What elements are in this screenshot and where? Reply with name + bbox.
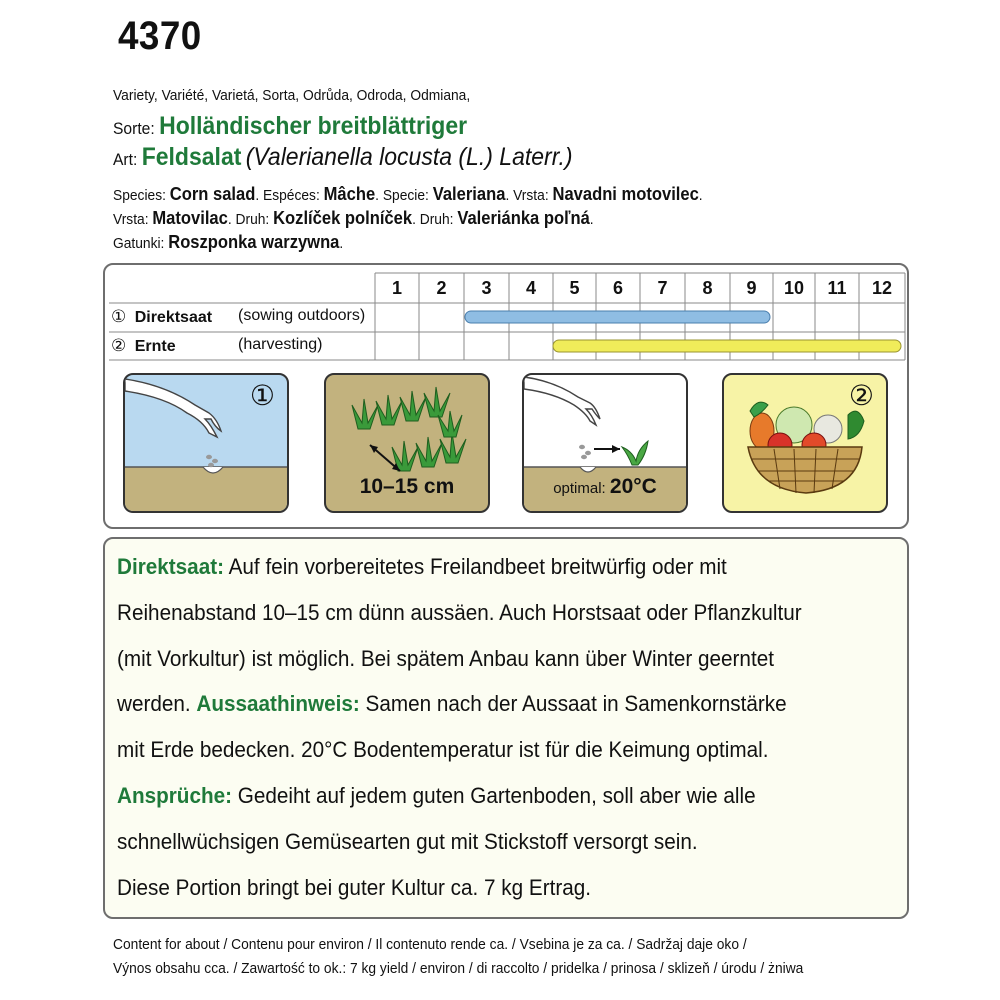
desc-line-4: werden. Aussaathinweis: Samen nach der Aussaat in Samenkornstärke <box>117 691 787 717</box>
sowing-illustration <box>123 373 289 513</box>
footer-line-2: Výnos obsahu cca. / Zawartość to ok.: 7 kg yield / environ / di raccolto / pridelka / prinosa / sklizeň / úrodu / żniwa <box>113 960 804 977</box>
calendar-panel <box>103 263 909 529</box>
desc-line-5: mit Erde bedecken. 20°C Bodentemperatur ist für die Keimung optimal. <box>117 737 769 763</box>
art-label: Art: <box>113 150 138 169</box>
month-6: 6 <box>612 278 623 298</box>
species-line-3: Gatunki: Roszponka warzywna. <box>113 232 344 252</box>
row-sowing-label: ① Direktsaat (sowing outdoors) <box>111 307 366 326</box>
month-8: 8 <box>702 278 713 298</box>
sowing-badge: ① <box>249 380 275 411</box>
sorte-line <box>113 112 467 141</box>
month-5: 5 <box>569 278 580 298</box>
footer-line-1: Content for about / Contenu pour environ / Il contenuto rende ca. / Vsebina je za ca. / Sadržaj daje oko / <box>113 936 747 953</box>
description-panel <box>103 537 909 919</box>
spacing-label: 10–15 cm <box>359 475 455 498</box>
month-11: 11 <box>827 278 847 298</box>
germination-illustration <box>522 373 688 513</box>
desc-line-2: Reihenabstand 10–15 cm dünn aussäen. Auch Horstsaat oder Pflanzkultur <box>117 599 802 625</box>
month-7: 7 <box>657 278 668 298</box>
art-latin: (Valerianella locusta (L.) Laterr.) <box>245 143 573 171</box>
spacing-illustration <box>324 373 490 513</box>
species-line-2: Vrsta: Matovilac. Druh: Kozlíček polníček. Druh: Valeriánka poľná. <box>113 208 594 228</box>
month-10: 10 <box>783 278 805 298</box>
germination-label: optimal: 20°C <box>553 475 657 498</box>
desc-line-8: Diese Portion bringt bei guter Kultur ca. 7 kg Ertrag. <box>117 874 592 900</box>
month-3: 3 <box>481 278 492 298</box>
month-4: 4 <box>525 278 536 298</box>
sorte-label: Sorte: <box>113 119 155 138</box>
sorte-value: Holländischer breitblättriger <box>159 112 468 140</box>
art-name: Feldsalat <box>141 143 242 171</box>
art-line <box>113 143 573 172</box>
desc-line-3: (mit Vorkultur) ist möglich. Bei spätem Anbau kann über Winter geerntet <box>117 645 774 671</box>
variety-line: Variety, Variété, Varietá, Sorta, Odrůda, Odroda, Odmiana, <box>113 87 471 104</box>
harvest-period-bar <box>553 340 901 352</box>
desc-line-7: schnellwüchsigen Gemüsearten gut mit Stickstoff versorgt sein. <box>117 828 698 854</box>
product-code: 4370 <box>118 14 202 58</box>
month-2: 2 <box>436 278 447 298</box>
desc-line-1: Direktsaat: Auf fein vorbereitetes Freilandbeet breitwürfig oder mit <box>117 554 727 579</box>
harvest-badge: ② <box>848 380 874 411</box>
sowing-period-bar <box>465 311 770 323</box>
desc-line-6: Ansprüche: Gedeiht auf jedem guten Gartenboden, soll aber wie alle <box>117 782 756 808</box>
row-harvest-label: ② Ernte (harvesting) <box>111 336 323 355</box>
harvest-illustration <box>722 373 888 513</box>
month-1: 1 <box>391 278 402 298</box>
month-12: 12 <box>871 278 893 298</box>
species-line-1: Species: Corn salad. Espéces: Mâche. Specie: Valeriana. Vrsta: Navadni motovilec. <box>113 184 703 204</box>
month-9: 9 <box>746 278 757 298</box>
